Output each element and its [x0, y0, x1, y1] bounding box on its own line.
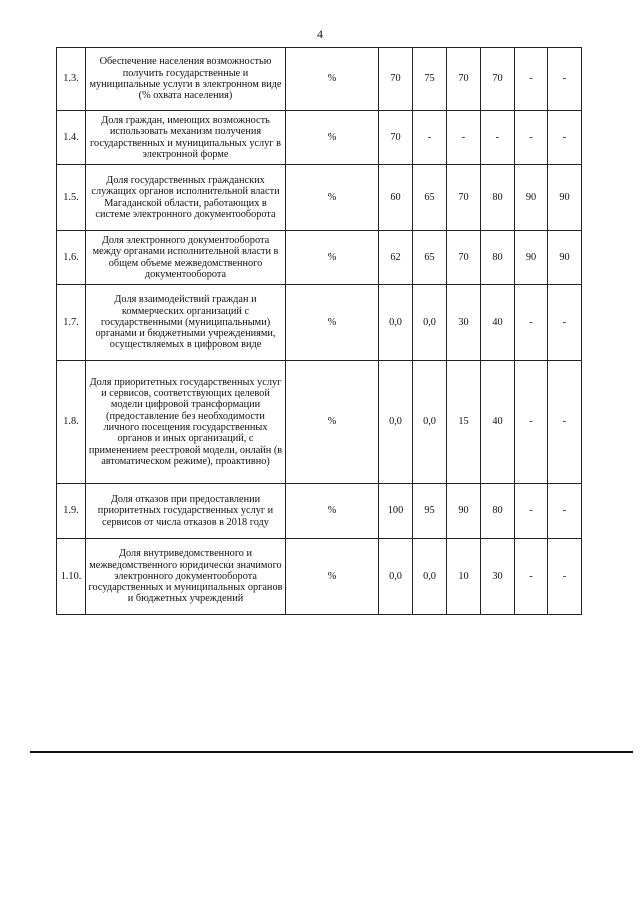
row-number: 1.10.: [57, 539, 86, 615]
table-row: [57, 231, 582, 285]
value-cell: -: [548, 361, 582, 484]
value-cell: 90: [548, 231, 582, 285]
value-cell: -: [548, 111, 582, 165]
indicator-description: Доля взаимодействий граждан и коммерческих организаций с государственными (муниципальными) органами и бюджетными учреждениями, осуществляемых в цифровом виде: [86, 285, 286, 361]
unit-cell: %: [286, 361, 379, 484]
table-row: [57, 285, 582, 361]
value-cell: 70: [379, 48, 413, 111]
page-number: 4: [317, 27, 323, 41]
value-cell: 90: [447, 484, 481, 539]
row-number: 1.5.: [57, 165, 86, 231]
row-number: 1.6.: [57, 231, 86, 285]
row-number: 1.4.: [57, 111, 86, 165]
value-cell: 0,0: [379, 285, 413, 361]
value-cell: 70: [447, 165, 481, 231]
row-number: 1.9.: [57, 484, 86, 539]
table-row: [57, 165, 582, 231]
value-cell: -: [447, 111, 481, 165]
indicators-body: [57, 48, 582, 615]
indicator-description: Доля граждан, имеющих возможность использовать механизм получения государственных и муниципальных услуг в электронной форме: [86, 111, 286, 165]
value-cell: 75: [413, 48, 447, 111]
unit-cell: %: [286, 285, 379, 361]
value-cell: 70: [447, 231, 481, 285]
value-cell: -: [413, 111, 447, 165]
value-cell: 10: [447, 539, 481, 615]
value-cell: 80: [481, 165, 515, 231]
value-cell: 0,0: [413, 285, 447, 361]
value-cell: 70: [481, 48, 515, 111]
value-cell: -: [515, 484, 548, 539]
unit-cell: %: [286, 539, 379, 615]
table-row: [57, 48, 582, 111]
value-cell: 70: [447, 48, 481, 111]
value-cell: -: [515, 361, 548, 484]
value-cell: 0,0: [379, 361, 413, 484]
unit-cell: %: [286, 111, 379, 165]
indicator-description: Доля приоритетных государственных услуг и сервисов, соответствующих целевой модели цифровой трансформации (предоставление без необходимости личного посещения государственных органов и иных организаций, с применением реестровой модели, онлайн (в автоматическом режиме), проактивно): [86, 361, 286, 484]
value-cell: 70: [379, 111, 413, 165]
value-cell: -: [548, 285, 582, 361]
value-cell: 30: [447, 285, 481, 361]
value-cell: 30: [481, 539, 515, 615]
value-cell: -: [548, 539, 582, 615]
table-row: [57, 111, 582, 165]
value-cell: -: [515, 111, 548, 165]
value-cell: 65: [413, 231, 447, 285]
unit-cell: %: [286, 484, 379, 539]
value-cell: -: [515, 285, 548, 361]
value-cell: -: [481, 111, 515, 165]
value-cell: 90: [515, 165, 548, 231]
value-cell: -: [548, 48, 582, 111]
row-number: 1.3.: [57, 48, 86, 111]
row-number: 1.7.: [57, 285, 86, 361]
value-cell: 62: [379, 231, 413, 285]
value-cell: 40: [481, 285, 515, 361]
value-cell: 90: [548, 165, 582, 231]
indicator-description: Доля государственных гражданских служащих органов исполнительной власти Магаданской области, работающих в системе электронного документооборота: [86, 165, 286, 231]
value-cell: 80: [481, 484, 515, 539]
indicator-description: Обеспечение населения возможностью получить государственные и муниципальные услуги в электронном виде (% охвата населения): [86, 48, 286, 111]
value-cell: 15: [447, 361, 481, 484]
value-cell: 60: [379, 165, 413, 231]
table-row: [57, 361, 582, 484]
value-cell: -: [548, 484, 582, 539]
unit-cell: %: [286, 48, 379, 111]
value-cell: -: [515, 539, 548, 615]
value-cell: 95: [413, 484, 447, 539]
value-cell: 80: [481, 231, 515, 285]
table-row: [57, 539, 582, 615]
indicator-description: Доля внутриведомственного и межведомственного юридически значимого электронного документооборота государственных и муниципальных органов и бюджетных учреждений: [86, 539, 286, 615]
bottom-rule: [30, 751, 633, 753]
unit-cell: %: [286, 231, 379, 285]
indicators-table: [56, 47, 582, 615]
value-cell: 0,0: [413, 539, 447, 615]
value-cell: 40: [481, 361, 515, 484]
value-cell: 0,0: [413, 361, 447, 484]
value-cell: 0,0: [379, 539, 413, 615]
row-number: 1.8.: [57, 361, 86, 484]
unit-cell: %: [286, 165, 379, 231]
value-cell: -: [515, 48, 548, 111]
value-cell: 90: [515, 231, 548, 285]
value-cell: 100: [379, 484, 413, 539]
indicator-description: Доля электронного документооборота между органами исполнительной власти в общем объеме межведомственного документооборота: [86, 231, 286, 285]
table-row: [57, 484, 582, 539]
indicator-description: Доля отказов при предоставлении приоритетных государственных услуг и сервисов от числа отказов в 2018 году: [86, 484, 286, 539]
value-cell: 65: [413, 165, 447, 231]
